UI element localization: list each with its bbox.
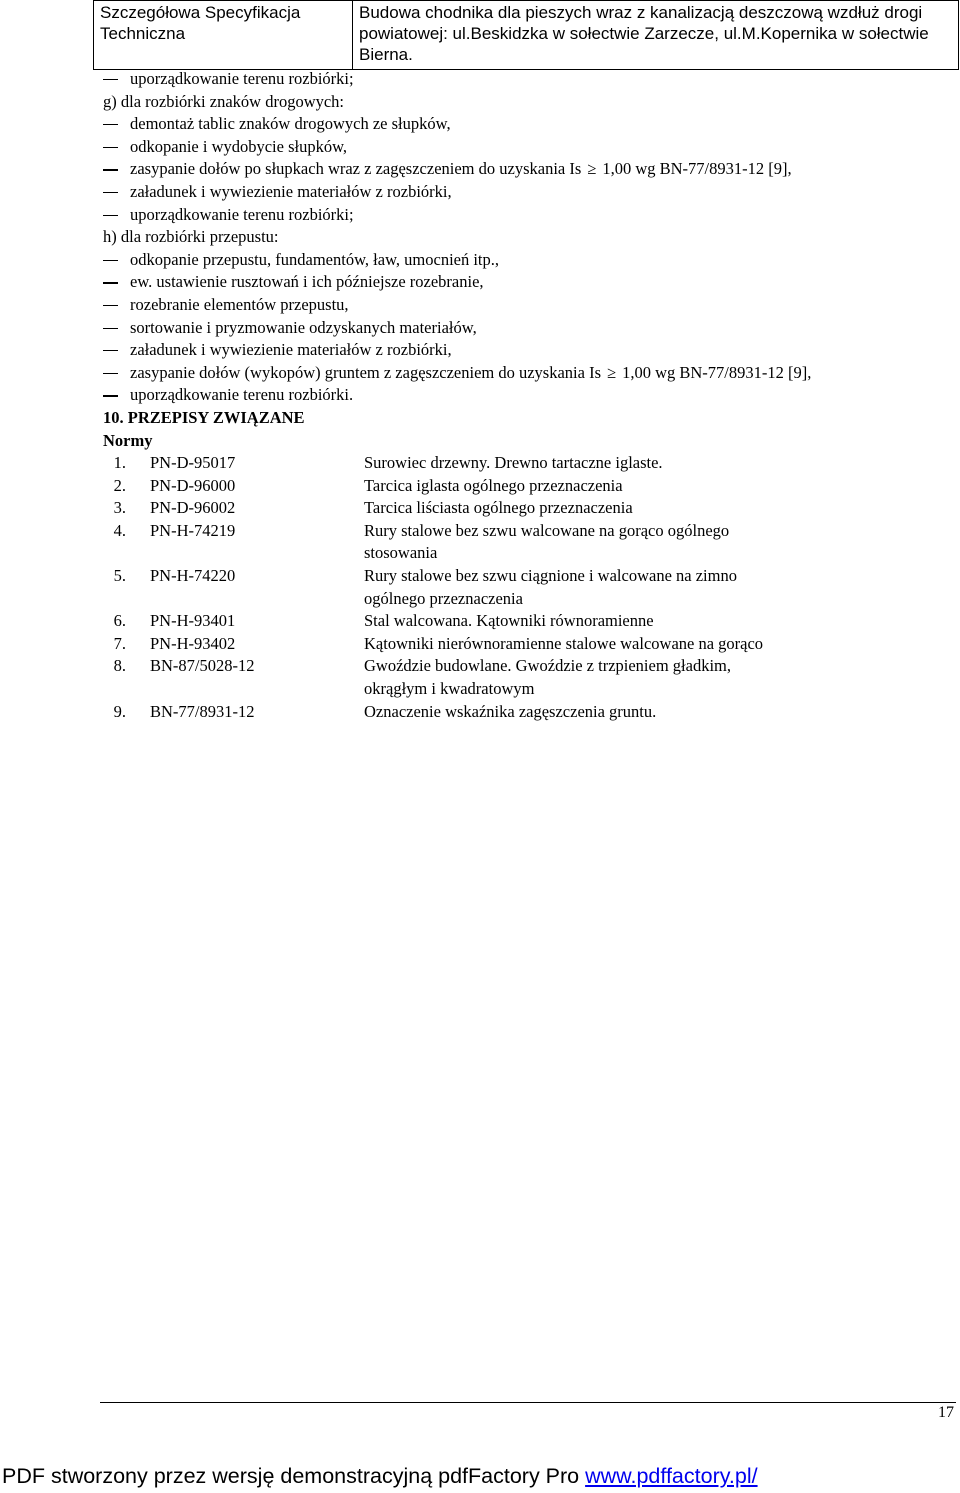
norm-number: 7. <box>113 633 126 653</box>
item-text: odkopanie i wydobycie słupków, <box>130 136 348 156</box>
bullet-item <box>103 384 953 407</box>
bullet-item <box>103 271 953 294</box>
bullet-item <box>103 68 953 91</box>
pdffactory-link[interactable]: www.pdffactory.pl/ <box>585 1464 758 1488</box>
dash-bullet-icon <box>103 169 118 170</box>
item-text: zasypanie dołów (wykopów) gruntem z zagęszczeniem do uzyskania Is <box>130 362 601 382</box>
item-text: 1,00 wg BN-77/8931-12 [9], <box>622 362 812 382</box>
page-number: 17 <box>938 1404 954 1421</box>
norm-row <box>103 655 953 700</box>
bullet-item <box>103 317 953 340</box>
bullet-item <box>103 136 953 159</box>
list-heading <box>103 226 953 249</box>
dash-bullet-icon <box>103 373 118 374</box>
dash-bullet-icon <box>103 260 118 261</box>
dash-bullet-icon <box>103 328 118 329</box>
norm-code: PN-H-93401 <box>150 611 236 631</box>
norm-title: Surowiec drzewny. Drewno tartaczne iglaste. <box>364 453 663 473</box>
norm-row <box>103 610 953 633</box>
norm-code: PN-H-74219 <box>150 520 236 540</box>
item-text: odkopanie przepustu, fundamentów, ław, umocnień itp., <box>130 249 500 269</box>
bullet-item <box>103 294 953 317</box>
bullet-item <box>103 158 953 181</box>
norm-code: BN-77/8931-12 <box>150 701 255 721</box>
page-header <box>93 0 959 70</box>
norm-code: PN-D-96000 <box>150 475 236 495</box>
item-text: załadunek i wywiezienie materiałów z rozbiórki, <box>130 340 452 360</box>
norm-code: BN-87/5028-12 <box>150 656 255 676</box>
pdf-note-text: PDF stworzony przez wersję demonstracyjną pdfFactory Pro <box>2 1464 586 1488</box>
norm-number: 3. <box>113 498 126 518</box>
norm-code: PN-H-74220 <box>150 566 236 586</box>
norm-row <box>103 520 953 565</box>
norm-row <box>103 475 953 498</box>
norm-number: 8. <box>113 656 126 676</box>
norm-number: 2. <box>113 475 126 495</box>
item-text: 1,00 wg BN-77/8931-12 [9], <box>602 159 792 179</box>
norm-code: PN-D-96002 <box>150 498 236 518</box>
item-text: uporządkowanie terenu rozbiórki; <box>130 204 354 224</box>
norm-title: Tarcica iglasta ogólnego przeznaczenia <box>364 475 623 495</box>
norm-row <box>103 452 953 475</box>
bullet-item <box>103 204 953 227</box>
item-text: uporządkowanie terenu rozbiórki; <box>130 69 354 88</box>
bullet-item <box>103 113 953 136</box>
norm-title: Kątowniki nierównoramienne stalowe walcowane na gorąco <box>364 633 764 653</box>
dash-bullet-icon <box>103 215 118 216</box>
item-text: g) dla rozbiórki znaków drogowych: <box>103 91 345 111</box>
norm-title: Gwoździe budowlane. Gwoździe z trzpieniem gładkim, okrągłym i kwadratowym <box>364 656 731 699</box>
bullet-item <box>103 249 953 272</box>
norm-number: 4. <box>113 520 126 540</box>
dash-bullet-icon <box>103 282 118 283</box>
header-project-title: Budowa chodnika dla pieszych wraz z kanalizacją deszczową wzdłuż drogi powiatowej: ul.Beskidzka w sołectwie Zarzecze, ul.M.Kopernika w sołectwie Bierna. <box>353 1 958 69</box>
item-text: rozebranie elementów przepustu, <box>130 294 349 314</box>
norm-code: PN-D-95017 <box>150 453 236 473</box>
norm-title: Oznaczenie wskaźnika zagęszczenia gruntu. <box>364 701 657 721</box>
demolition-list <box>103 68 953 407</box>
item-text: demontaż tablic znaków drogowych ze słupków, <box>130 114 451 134</box>
dash-bullet-icon <box>103 124 118 125</box>
norms-list <box>103 452 953 723</box>
norm-number: 6. <box>113 611 126 631</box>
norm-title: Tarcica liściasta ogólnego przeznaczenia <box>364 498 633 518</box>
norm-title: Rury stalowe bez szwu ciągnione i walcowane na zimno ogólnego przeznaczenia <box>364 566 737 608</box>
dash-bullet-icon <box>103 79 118 80</box>
bullet-item <box>103 362 953 385</box>
greater-equal-symbol: ≥ <box>587 159 597 179</box>
norm-number: 5. <box>113 566 126 586</box>
item-text: ew. ustawienie rusztowań i ich późniejsze rozebranie, <box>130 272 484 292</box>
section-title: 10. PRZEPISY ZWIĄZANE <box>103 407 305 427</box>
norm-code: PN-H-93402 <box>150 633 236 653</box>
norm-row <box>103 701 953 724</box>
norm-row <box>103 633 953 656</box>
item-text: zasypanie dołów po słupkach wraz z zagęszczeniem do uzyskania Is <box>130 159 582 179</box>
item-text: uporządkowanie terenu rozbiórki. <box>130 385 354 405</box>
norm-row <box>103 497 953 520</box>
dash-bullet-icon <box>103 192 118 193</box>
subsection-title: Normy <box>103 430 153 450</box>
norm-number: 9. <box>113 701 126 721</box>
header-spec-title: Szczegółowa Specyfikacja Techniczna <box>94 1 352 69</box>
pdf-watermark-note <box>2 1464 758 1489</box>
item-text: h) dla rozbiórki przepustu: <box>103 227 279 247</box>
dash-bullet-icon <box>103 350 118 351</box>
list-heading <box>103 91 953 114</box>
norm-row <box>103 565 953 610</box>
item-text: załadunek i wywiezienie materiałów z rozbiórki, <box>130 181 452 201</box>
dash-bullet-icon <box>103 147 118 148</box>
dash-bullet-icon <box>103 305 118 306</box>
dash-bullet-icon <box>103 395 118 396</box>
footer-divider <box>100 1402 956 1403</box>
bullet-item <box>103 181 953 204</box>
norm-title: Rury stalowe bez szwu walcowane na gorąco ogólnego stosowania <box>364 520 730 563</box>
greater-equal-symbol: ≥ <box>607 362 617 382</box>
norm-title: Stal walcowana. Kątowniki równoramienne <box>364 611 654 631</box>
document-body <box>103 68 953 723</box>
bullet-item <box>103 339 953 362</box>
norm-number: 1. <box>113 453 126 473</box>
item-text: sortowanie i pryzmowanie odzyskanych materiałów, <box>130 317 477 337</box>
